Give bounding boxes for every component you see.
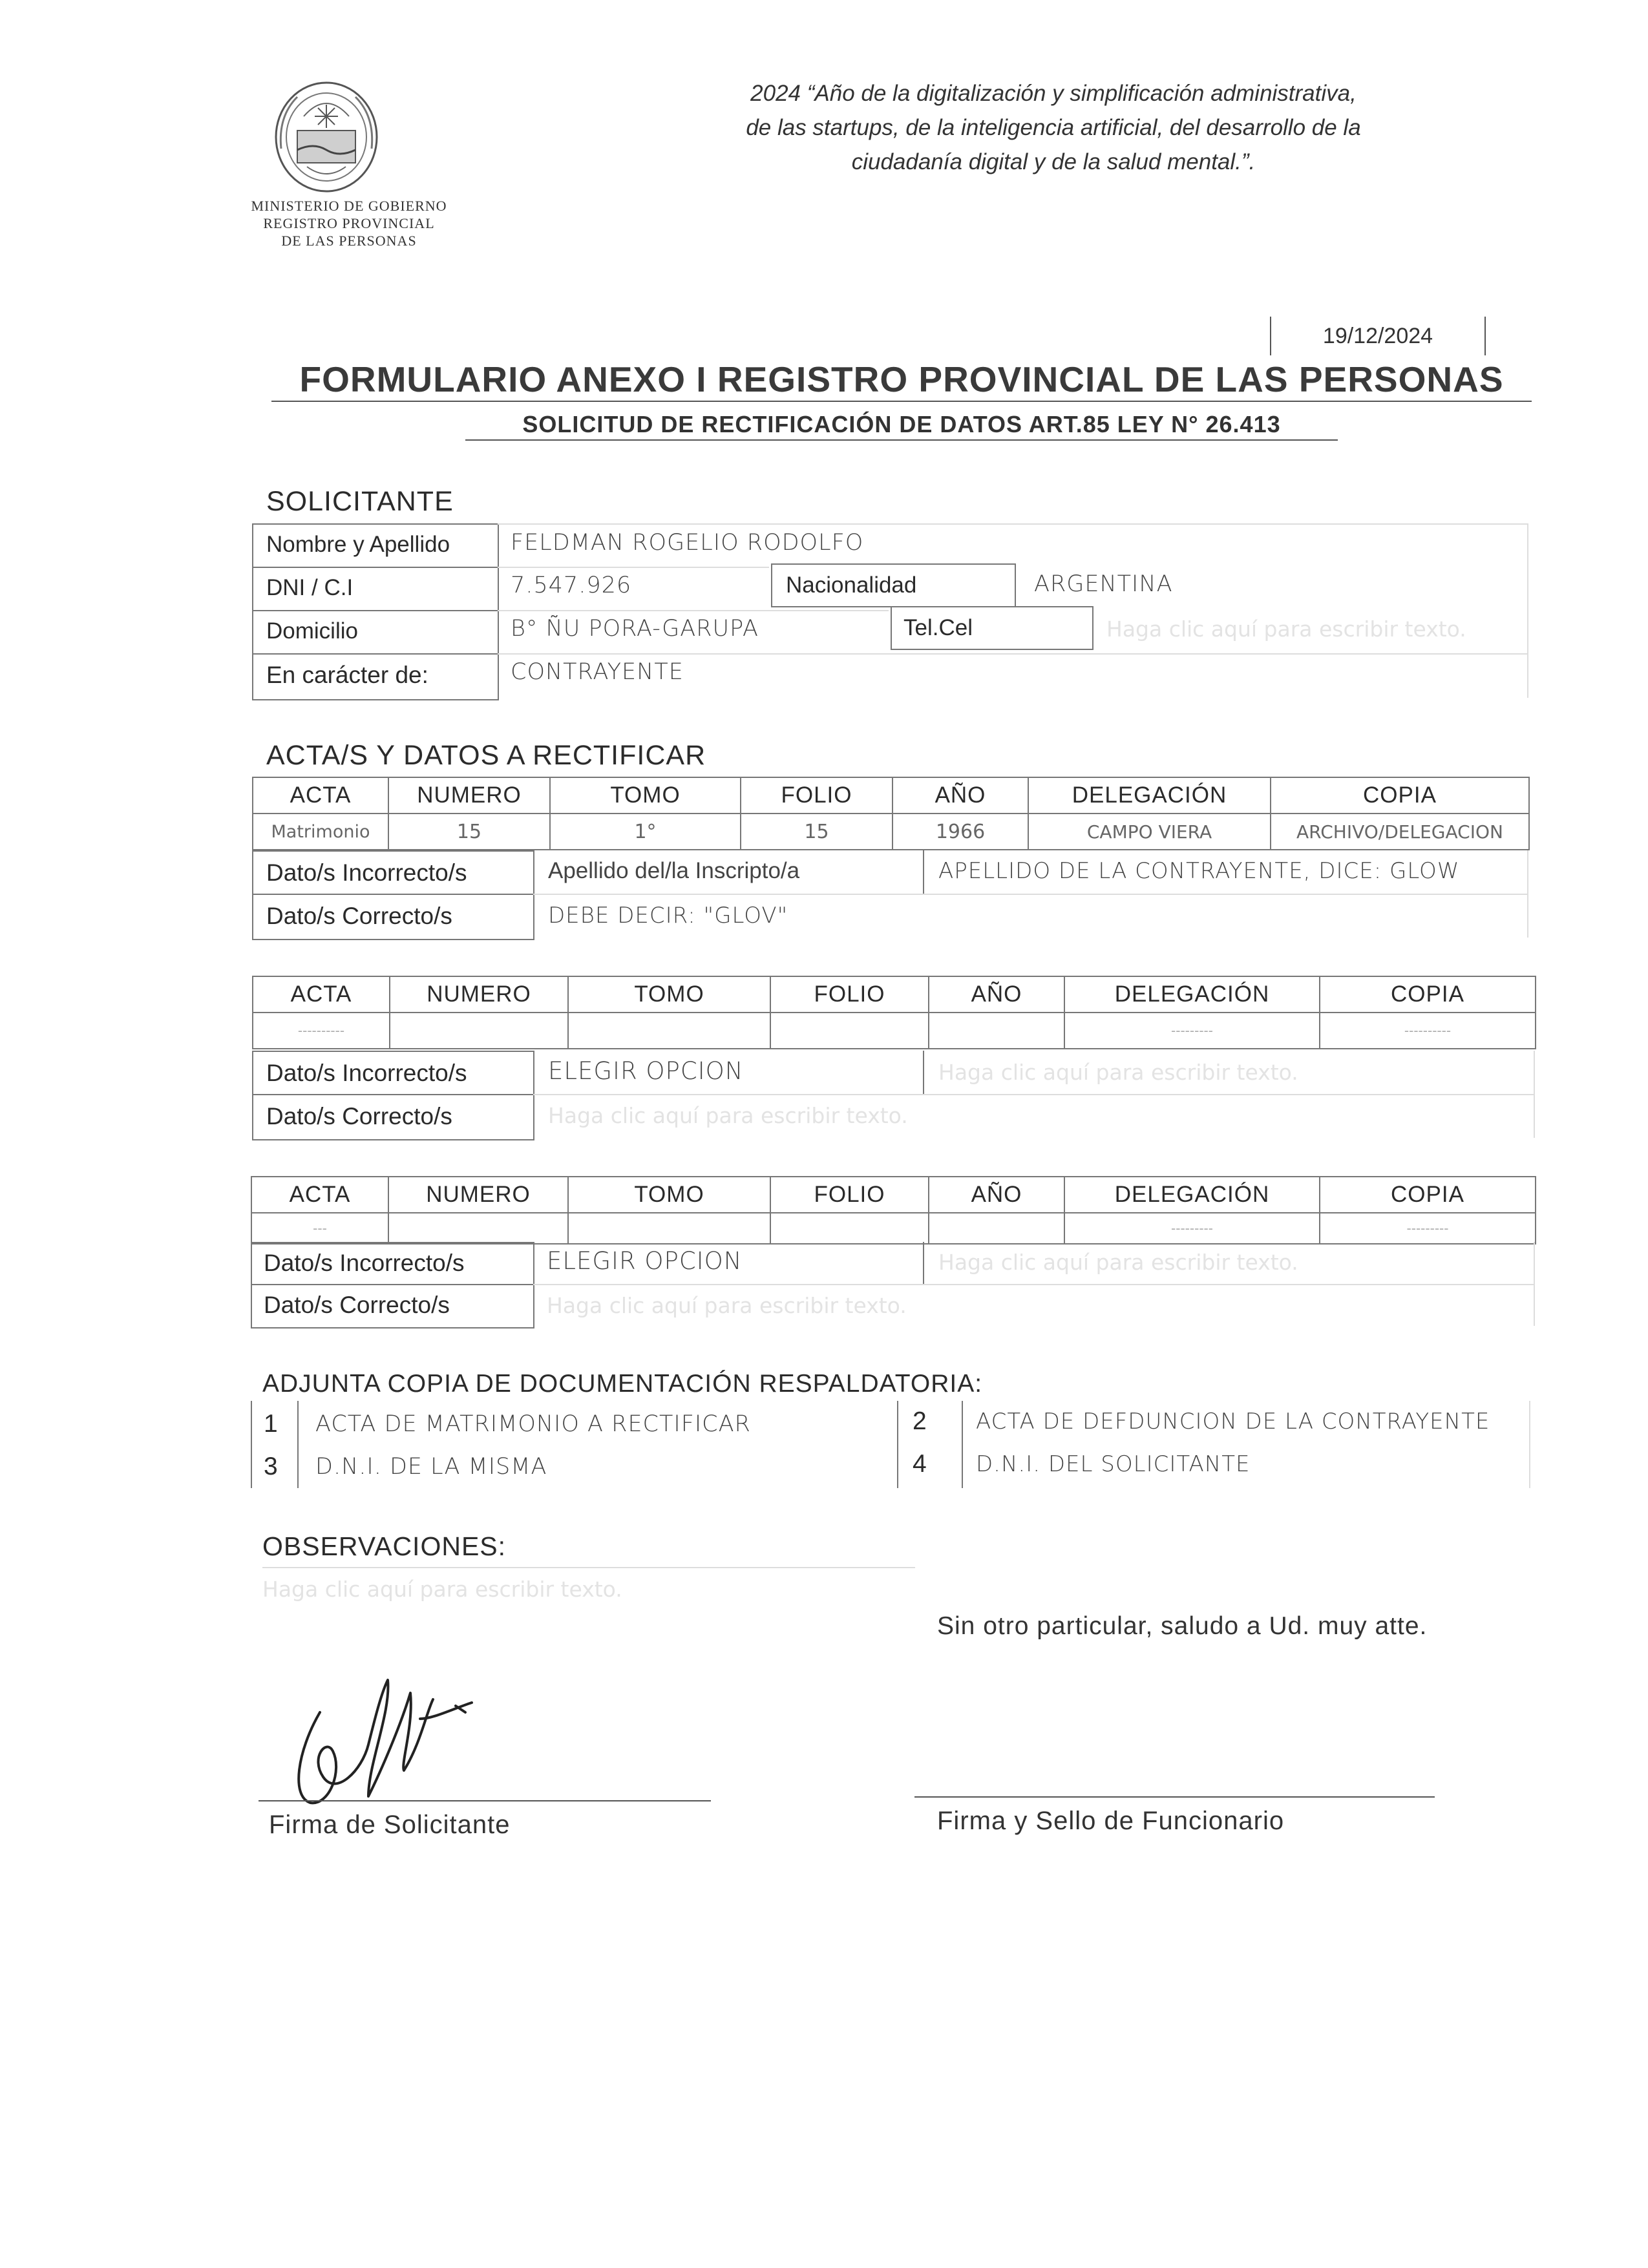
list-divider [297,1401,299,1488]
acta3-incorrect-label: Dato/s Incorrecto/s [264,1250,465,1276]
col-copia: COPIA [1320,1177,1536,1213]
section-adjunta: ADJUNTA COPIA DE DOCUMENTACIÓN RESPALDATORIA: [262,1370,983,1398]
col-anio: AÑO [929,1177,1064,1213]
list-edge [251,1401,252,1488]
acta-table-1 [252,777,1530,850]
col-tomo: TOMO [550,777,741,814]
col-folio: FOLIO [741,777,893,814]
cell-divider [923,1051,924,1094]
frame-edge [1534,1051,1535,1138]
acta1-incorrect-value[interactable]: APELLIDO DE LA CONTRAYENTE, DICE: GLOW [938,858,1460,884]
acta-type-field[interactable]: ---------- [253,1013,390,1049]
tomo-field[interactable] [568,1213,770,1244]
tomo-field[interactable] [568,1013,770,1049]
frame-edge [1527,850,1528,938]
nationality-field[interactable]: ARGENTINA [1034,571,1173,597]
acta-type-field[interactable]: --- [251,1213,388,1244]
folio-field[interactable] [770,1213,929,1244]
acta2-correct-value[interactable]: Haga clic aquí para escribir texto. [548,1103,908,1128]
attachment-item[interactable]: ACTA DE DEFDUNCION DE LA CONTRAYENTE [976,1409,1490,1434]
phone-field[interactable]: Haga clic aquí para escribir texto. [1106,616,1466,642]
acta2-correct-label: Dato/s Correcto/s [266,1103,452,1129]
numero-field[interactable] [390,1013,568,1049]
attachment-item[interactable]: ACTA DE MATRIMONIO A RECTIFICAR [315,1411,751,1437]
acta-table-2 [252,976,1536,1049]
list-divider [962,1401,963,1488]
col-numero: NUMERO [390,976,568,1013]
year-motto [646,76,1461,179]
row-divider [533,894,1528,895]
official-signature-line [914,1796,1435,1798]
applicant-signature-label: Firma de Solicitante [269,1811,511,1839]
folio-field[interactable]: 15 [741,814,893,850]
copia-field[interactable]: ARCHIVO/DELEGACION [1271,814,1529,850]
form-title: FORMULARIO ANEXO I REGISTRO PROVINCIAL DE LAS PERSONAS [299,359,1504,399]
row-divider [251,1284,533,1285]
observations-rule [262,1567,915,1568]
col-acta: ACTA [253,976,390,1013]
anio-field[interactable] [929,1213,1064,1244]
motto-line-1: 2024 “Año de la digitalización y simplificación administrativa, [750,81,1357,106]
delegacion-field[interactable]: --------- [1064,1013,1320,1049]
col-delegacion: DELEGACIÓN [1064,1177,1320,1213]
acta2-incorrect-value[interactable]: Haga clic aquí para escribir texto. [938,1060,1298,1085]
handwritten-signature [271,1674,485,1816]
ministry-block [233,197,465,249]
form-subtitle: SOLICITUD DE RECTIFICACIÓN DE DATOS ART.85 LEY N° 26.413 [522,411,1281,437]
attachment-number: 1 [264,1410,278,1438]
col-numero: NUMERO [388,1177,568,1213]
registry-name: REGISTRO PROVINCIAL [263,215,435,231]
section-actas: ACTA/S Y DATOS A RECTIFICAR [266,740,706,771]
col-tomo: TOMO [568,976,770,1013]
row-divider [498,567,769,568]
row-divider [498,610,889,611]
name-label: Nombre y Apellido [266,532,450,557]
frame-edge [1527,523,1528,698]
cell-divider [923,1242,924,1284]
row-divider [533,1094,1535,1095]
section-solicitante: SOLICITANTE [266,486,454,517]
observations-field[interactable]: Haga clic aquí para escribir texto. [262,1577,622,1602]
section-observaciones: OBSERVACIONES: [262,1531,507,1561]
acta3-incorrect-value[interactable]: Haga clic aquí para escribir texto. [938,1250,1298,1275]
list-divider [897,1401,898,1488]
col-acta: ACTA [253,777,388,814]
tomo-field[interactable]: 1° [550,814,741,850]
dni-field[interactable]: 7.547.926 [511,572,632,598]
row-divider [252,610,498,611]
col-tomo: TOMO [568,1177,770,1213]
attachment-item[interactable]: D.N.I. DEL SOLICITANTE [976,1451,1251,1477]
acta1-correct-value[interactable]: DEBE DECIR: "GLOV" [548,903,788,929]
closing-text: Sin otro particular, saludo a Ud. muy atte. [937,1612,1428,1640]
frame-edge [1534,1242,1535,1326]
nationality-label: Nacionalidad [786,572,917,598]
delegacion-field[interactable]: --------- [1064,1213,1320,1244]
col-anio: AÑO [893,777,1028,814]
attachment-number: 2 [913,1407,927,1435]
registry-name-2: DE LAS PERSONAS [281,233,417,249]
address-label: Domicilio [266,618,358,644]
anio-field[interactable] [929,1013,1064,1049]
col-delegacion: DELEGACIÓN [1028,777,1271,814]
col-anio: AÑO [929,976,1064,1013]
numero-field[interactable]: 15 [388,814,550,850]
col-acta: ACTA [251,1177,388,1213]
acta1-incorrect-field-select[interactable]: Apellido del/la Inscripto/a [548,858,800,883]
role-label: En carácter de: [266,662,428,688]
attachment-number: 4 [913,1450,927,1478]
attachment-number: 3 [264,1453,278,1480]
acta-type-field[interactable]: Matrimonio [253,814,388,850]
acta2-incorrect-label: Dato/s Incorrecto/s [266,1060,467,1086]
applicant-signature-line [259,1800,711,1801]
copia-field[interactable]: ---------- [1320,1013,1536,1049]
acta3-incorrect-field-select[interactable]: ELEGIR OPCION [547,1247,743,1275]
acta1-correct-label: Dato/s Correcto/s [266,903,452,929]
anio-field[interactable]: 1966 [893,814,1028,850]
row-divider [252,894,533,895]
motto-line-2: de las startups, de la inteligencia artificial, del desarrollo de la [746,115,1361,140]
col-folio: FOLIO [770,1177,929,1213]
acta-table-3 [251,1176,1536,1244]
row-divider [252,567,498,568]
name-field[interactable]: FELDMAN ROGELIO RODOLFO [511,530,864,556]
role-field[interactable]: CONTRAYENTE [511,659,684,685]
cell-divider [923,850,924,894]
col-folio: FOLIO [770,976,929,1013]
acta2-incorrect-field-select[interactable]: ELEGIR OPCION [548,1057,744,1085]
dni-label: DNI / C.I [266,575,354,600]
col-delegacion: DELEGACIÓN [1064,976,1320,1013]
acta3-correct-value[interactable]: Haga clic aquí para escribir texto. [547,1293,907,1318]
delegacion-field[interactable]: CAMPO VIERA [1028,814,1271,850]
col-numero: NUMERO [388,777,550,814]
row-divider [498,653,1528,655]
row-divider [252,653,498,655]
row-divider [533,1284,1535,1285]
address-field[interactable]: B° ÑU PORA-GARUPA [511,616,759,642]
acta3-correct-label: Dato/s Correcto/s [264,1292,450,1318]
attachment-item[interactable]: D.N.I. DE LA MISMA [315,1454,547,1480]
col-copia: COPIA [1320,976,1536,1013]
copia-field[interactable]: --------- [1320,1213,1536,1244]
list-edge [1529,1401,1530,1488]
province-seal-logo [268,78,385,194]
ministry-name: MINISTERIO DE GOBIERNO [251,198,447,214]
col-copia: COPIA [1271,777,1529,814]
motto-line-3: ciudadanía digital y de la salud mental.”. [851,149,1256,174]
row-divider [498,523,1528,525]
acta1-incorrect-label: Dato/s Incorrecto/s [266,859,467,886]
row-divider [252,1094,533,1095]
official-signature-label: Firma y Sello de Funcionario [937,1807,1285,1835]
folio-field[interactable] [770,1013,929,1049]
date-field[interactable]: 19/12/2024 [1270,317,1486,355]
title-underline [271,401,1532,402]
numero-field[interactable] [388,1213,568,1244]
phone-label: Tel.Cel [903,615,973,640]
subtitle-underline [465,439,1338,441]
